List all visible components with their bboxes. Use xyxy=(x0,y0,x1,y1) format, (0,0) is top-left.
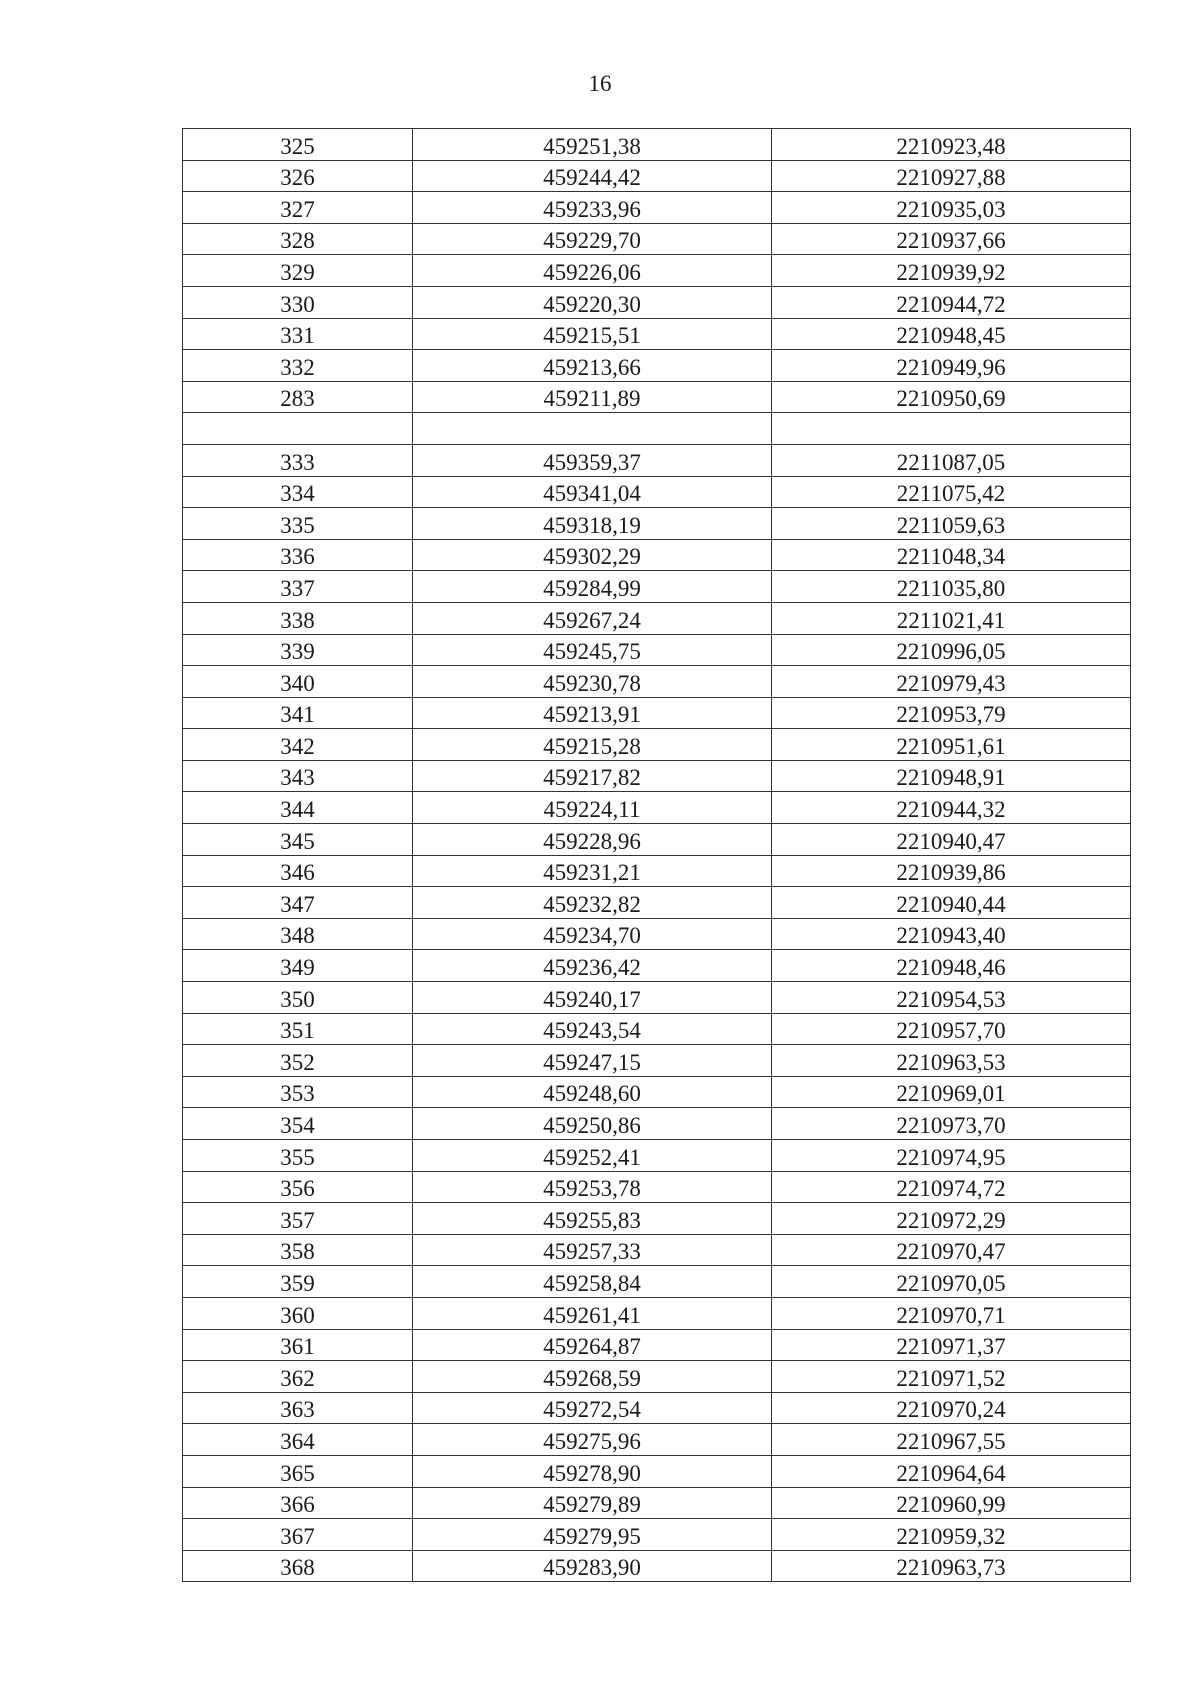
point-number-cell: 336 xyxy=(183,539,413,571)
x-coordinate-cell: 459279,95 xyxy=(413,1519,772,1551)
table-row xyxy=(183,1519,1131,1551)
table-row xyxy=(183,855,1131,887)
point-number-cell: 364 xyxy=(183,1424,413,1456)
y-coordinate-cell: 2210940,47 xyxy=(772,824,1131,856)
point-number-cell: 341 xyxy=(183,697,413,729)
y-coordinate-cell: 2210963,73 xyxy=(772,1550,1131,1582)
table-row xyxy=(183,318,1131,350)
point-number-cell: 356 xyxy=(183,1171,413,1203)
table-row xyxy=(183,1424,1131,1456)
point-number-cell: 357 xyxy=(183,1203,413,1235)
table-row xyxy=(183,476,1131,508)
table-row xyxy=(183,729,1131,761)
point-number-cell: 331 xyxy=(183,318,413,350)
table-row xyxy=(183,1329,1131,1361)
x-coordinate-cell: 459284,99 xyxy=(413,571,772,603)
point-number-cell: 327 xyxy=(183,192,413,224)
x-coordinate-cell: 459264,87 xyxy=(413,1329,772,1361)
table-row xyxy=(183,1361,1131,1393)
y-coordinate-cell: 2210940,44 xyxy=(772,887,1131,919)
y-coordinate-cell: 2210939,92 xyxy=(772,255,1131,287)
y-coordinate-cell: 2210959,32 xyxy=(772,1519,1131,1551)
point-number-cell: 361 xyxy=(183,1329,413,1361)
table-row xyxy=(183,918,1131,950)
point-number-cell: 368 xyxy=(183,1550,413,1582)
y-coordinate-cell: 2211048,34 xyxy=(772,539,1131,571)
y-coordinate-cell: 2210953,79 xyxy=(772,697,1131,729)
point-number-cell: 330 xyxy=(183,286,413,318)
y-coordinate-cell: 2210948,46 xyxy=(772,950,1131,982)
x-coordinate-cell: 459243,54 xyxy=(413,1013,772,1045)
x-coordinate-cell xyxy=(413,413,772,445)
x-coordinate-cell: 459247,15 xyxy=(413,1045,772,1077)
point-number-cell: 350 xyxy=(183,982,413,1014)
x-coordinate-cell: 459215,51 xyxy=(413,318,772,350)
x-coordinate-cell: 459232,82 xyxy=(413,887,772,919)
x-coordinate-cell: 459236,42 xyxy=(413,950,772,982)
table-row xyxy=(183,1392,1131,1424)
y-coordinate-cell: 2210974,95 xyxy=(772,1140,1131,1172)
y-coordinate-cell: 2210971,52 xyxy=(772,1361,1131,1393)
point-number-cell: 329 xyxy=(183,255,413,287)
y-coordinate-cell: 2210967,55 xyxy=(772,1424,1131,1456)
y-coordinate-cell: 2210973,70 xyxy=(772,1108,1131,1140)
x-coordinate-cell: 459341,04 xyxy=(413,476,772,508)
point-number-cell xyxy=(183,413,413,445)
table-row xyxy=(183,223,1131,255)
table-row xyxy=(183,697,1131,729)
x-coordinate-cell: 459253,78 xyxy=(413,1171,772,1203)
x-coordinate-cell: 459211,89 xyxy=(413,381,772,413)
y-coordinate-cell: 2210963,53 xyxy=(772,1045,1131,1077)
point-number-cell: 346 xyxy=(183,855,413,887)
point-number-cell: 340 xyxy=(183,666,413,698)
x-coordinate-cell: 459224,11 xyxy=(413,792,772,824)
y-coordinate-cell: 2210969,01 xyxy=(772,1076,1131,1108)
y-coordinate-cell: 2210971,37 xyxy=(772,1329,1131,1361)
y-coordinate-cell: 2210935,03 xyxy=(772,192,1131,224)
x-coordinate-cell: 459267,24 xyxy=(413,602,772,634)
y-coordinate-cell: 2210949,96 xyxy=(772,350,1131,382)
x-coordinate-cell: 459228,96 xyxy=(413,824,772,856)
y-coordinate-cell: 2210937,66 xyxy=(772,223,1131,255)
x-coordinate-cell: 459234,70 xyxy=(413,918,772,950)
x-coordinate-cell: 459226,06 xyxy=(413,255,772,287)
x-coordinate-cell: 459275,96 xyxy=(413,1424,772,1456)
y-coordinate-cell: 2210964,64 xyxy=(772,1455,1131,1487)
table-row xyxy=(183,1266,1131,1298)
table-row xyxy=(183,1455,1131,1487)
point-number-cell: 363 xyxy=(183,1392,413,1424)
point-number-cell: 334 xyxy=(183,476,413,508)
x-coordinate-cell: 459233,96 xyxy=(413,192,772,224)
table-row xyxy=(183,1140,1131,1172)
x-coordinate-cell: 459245,75 xyxy=(413,634,772,666)
y-coordinate-cell: 2210970,05 xyxy=(772,1266,1131,1298)
x-coordinate-cell: 459359,37 xyxy=(413,444,772,476)
y-coordinate-cell: 2210979,43 xyxy=(772,666,1131,698)
point-number-cell: 339 xyxy=(183,634,413,666)
point-number-cell: 347 xyxy=(183,887,413,919)
point-number-cell: 351 xyxy=(183,1013,413,1045)
table-row xyxy=(183,1076,1131,1108)
y-coordinate-cell: 2210954,53 xyxy=(772,982,1131,1014)
table-row xyxy=(183,1297,1131,1329)
table-row xyxy=(183,666,1131,698)
y-coordinate-cell: 2211035,80 xyxy=(772,571,1131,603)
table-row xyxy=(183,634,1131,666)
point-number-cell: 352 xyxy=(183,1045,413,1077)
x-coordinate-cell: 459261,41 xyxy=(413,1297,772,1329)
point-number-cell: 344 xyxy=(183,792,413,824)
point-number-cell: 359 xyxy=(183,1266,413,1298)
x-coordinate-cell: 459283,90 xyxy=(413,1550,772,1582)
table-row xyxy=(183,1487,1131,1519)
x-coordinate-cell: 459220,30 xyxy=(413,286,772,318)
x-coordinate-cell: 459250,86 xyxy=(413,1108,772,1140)
y-coordinate-cell: 2210960,99 xyxy=(772,1487,1131,1519)
y-coordinate-cell: 2210974,72 xyxy=(772,1171,1131,1203)
y-coordinate-cell: 2210970,71 xyxy=(772,1297,1131,1329)
table-row xyxy=(183,1013,1131,1045)
point-number-cell: 342 xyxy=(183,729,413,761)
y-coordinate-cell: 2210996,05 xyxy=(772,634,1131,666)
x-coordinate-cell: 459244,42 xyxy=(413,160,772,192)
point-number-cell: 360 xyxy=(183,1297,413,1329)
x-coordinate-cell: 459252,41 xyxy=(413,1140,772,1172)
table-row xyxy=(183,571,1131,603)
y-coordinate-cell: 2211059,63 xyxy=(772,508,1131,540)
x-coordinate-cell: 459318,19 xyxy=(413,508,772,540)
x-coordinate-cell: 459255,83 xyxy=(413,1203,772,1235)
point-number-cell: 328 xyxy=(183,223,413,255)
point-number-cell: 354 xyxy=(183,1108,413,1140)
point-number-cell: 358 xyxy=(183,1234,413,1266)
point-number-cell: 355 xyxy=(183,1140,413,1172)
table-row xyxy=(183,1171,1131,1203)
point-number-cell: 335 xyxy=(183,508,413,540)
y-coordinate-cell: 2210927,88 xyxy=(772,160,1131,192)
page-number: 16 xyxy=(588,71,612,96)
table-row xyxy=(183,887,1131,919)
table-row xyxy=(183,508,1131,540)
x-coordinate-cell: 459279,89 xyxy=(413,1487,772,1519)
y-coordinate-cell: 2210939,86 xyxy=(772,855,1131,887)
x-coordinate-cell: 459258,84 xyxy=(413,1266,772,1298)
x-coordinate-cell: 459240,17 xyxy=(413,982,772,1014)
y-coordinate-cell: 2210970,47 xyxy=(772,1234,1131,1266)
y-coordinate-cell: 2210944,32 xyxy=(772,792,1131,824)
table-row xyxy=(183,129,1131,161)
x-coordinate-cell: 459257,33 xyxy=(413,1234,772,1266)
x-coordinate-cell: 459229,70 xyxy=(413,223,772,255)
point-number-cell: 345 xyxy=(183,824,413,856)
table-row xyxy=(183,286,1131,318)
y-coordinate-cell: 2211075,42 xyxy=(772,476,1131,508)
table-row xyxy=(183,1203,1131,1235)
point-number-cell: 348 xyxy=(183,918,413,950)
x-coordinate-cell: 459217,82 xyxy=(413,760,772,792)
table-row xyxy=(183,982,1131,1014)
point-number-cell: 367 xyxy=(183,1519,413,1551)
table-row xyxy=(183,192,1131,224)
y-coordinate-cell: 2210948,91 xyxy=(772,760,1131,792)
point-number-cell: 283 xyxy=(183,381,413,413)
table-row xyxy=(183,760,1131,792)
point-number-cell: 325 xyxy=(183,129,413,161)
y-coordinate-cell: 2210957,70 xyxy=(772,1013,1131,1045)
point-number-cell: 343 xyxy=(183,760,413,792)
x-coordinate-cell: 459213,91 xyxy=(413,697,772,729)
y-coordinate-cell: 2211021,41 xyxy=(772,602,1131,634)
point-number-cell: 349 xyxy=(183,950,413,982)
y-coordinate-cell: 2210950,69 xyxy=(772,381,1131,413)
y-coordinate-cell: 2210923,48 xyxy=(772,129,1131,161)
point-number-cell: 353 xyxy=(183,1076,413,1108)
table-row xyxy=(183,255,1131,287)
x-coordinate-cell: 459213,66 xyxy=(413,350,772,382)
table-row xyxy=(183,824,1131,856)
point-number-cell: 326 xyxy=(183,160,413,192)
table-row xyxy=(183,950,1131,982)
y-coordinate-cell xyxy=(772,413,1131,445)
x-coordinate-cell: 459248,60 xyxy=(413,1076,772,1108)
x-coordinate-cell: 459302,29 xyxy=(413,539,772,571)
x-coordinate-cell: 459215,28 xyxy=(413,729,772,761)
table-row xyxy=(183,381,1131,413)
point-number-cell: 366 xyxy=(183,1487,413,1519)
coordinates-table xyxy=(182,128,1131,1582)
point-number-cell: 338 xyxy=(183,602,413,634)
x-coordinate-cell: 459268,59 xyxy=(413,1361,772,1393)
y-coordinate-cell: 2210972,29 xyxy=(772,1203,1131,1235)
point-number-cell: 333 xyxy=(183,444,413,476)
table-row xyxy=(183,602,1131,634)
y-coordinate-cell: 2210948,45 xyxy=(772,318,1131,350)
y-coordinate-cell: 2210951,61 xyxy=(772,729,1131,761)
y-coordinate-cell: 2210943,40 xyxy=(772,918,1131,950)
y-coordinate-cell: 2211087,05 xyxy=(772,444,1131,476)
table-row xyxy=(183,413,1131,445)
table-row xyxy=(183,444,1131,476)
table-row xyxy=(183,1108,1131,1140)
point-number-cell: 337 xyxy=(183,571,413,603)
table-row xyxy=(183,160,1131,192)
table-row xyxy=(183,1045,1131,1077)
y-coordinate-cell: 2210944,72 xyxy=(772,286,1131,318)
x-coordinate-cell: 459231,21 xyxy=(413,855,772,887)
x-coordinate-cell: 459230,78 xyxy=(413,666,772,698)
point-number-cell: 365 xyxy=(183,1455,413,1487)
table-row xyxy=(183,1550,1131,1582)
x-coordinate-cell: 459278,90 xyxy=(413,1455,772,1487)
point-number-cell: 362 xyxy=(183,1361,413,1393)
table-row xyxy=(183,1234,1131,1266)
table-row xyxy=(183,792,1131,824)
coordinates-table-body xyxy=(183,129,1131,1582)
point-number-cell: 332 xyxy=(183,350,413,382)
table-row xyxy=(183,350,1131,382)
x-coordinate-cell: 459272,54 xyxy=(413,1392,772,1424)
y-coordinate-cell: 2210970,24 xyxy=(772,1392,1131,1424)
x-coordinate-cell: 459251,38 xyxy=(413,129,772,161)
table-row xyxy=(183,539,1131,571)
